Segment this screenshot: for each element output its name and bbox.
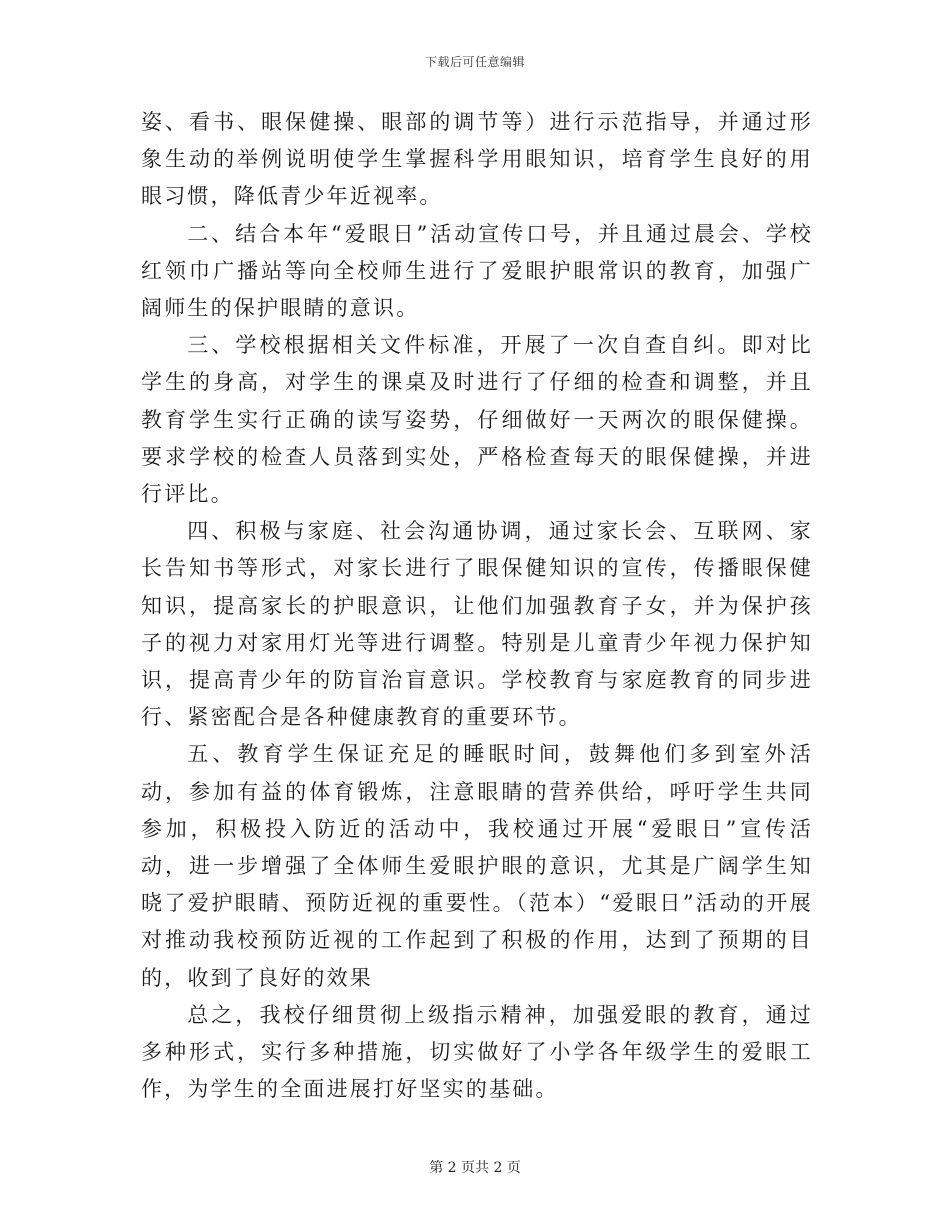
paragraph-continuation: 姿、看书、眼保健操、眼部的调节等）进行示范指导，并通过形象生动的举例说明使学生掌握科学用眼知识，培育学生良好的用眼习惯，降低青少年近视率。: [141, 110, 813, 209]
page-footer: 第 2 页共 2 页: [429, 1160, 521, 1176]
paragraph-item-5: 五、教育学生保证充足的睡眠时间，鼓舞他们多到室外活动，参加有益的体育锻炼，注意眼睛的营养供给，呼吁学生共同参加，积极投入防近的活动中，我校通过开展“爱眼日”宣传活动，进一步增强了全体师生爱眼护眼的意识，尤其是广阔学生知晓了爱护眼睛、预防近视的重要性。（范本）“爱眼日”活动的开展对推动我校预防近视的工作起到了积极的作用，达到了预期的目的，收到了良好的效果: [141, 742, 813, 990]
page-header: 下载后可任意编辑: [424, 55, 525, 69]
paragraph-item-2: 二、结合本年“爱眼日”活动宣传口号，并且通过晨会、学校红领巾广播站等向全校师生进行了爱眼护眼常识的教育，加强广阔师生的保护眼睛的意识。: [141, 221, 813, 321]
document-body: [141, 104, 813, 1108]
paragraph-item-3: 三、学校根据相关文件标准，开展了一次自查自纠。即对比学生的身高，对学生的课桌及时进行了仔细的检查和调整，并且教育学生实行正确的读写姿势，仔细做好一天两次的眼保健操。要求学校的检查人员落到实处，严格检查每天的眼保健操，并进行评比。: [141, 333, 813, 507]
paragraph-summary: 总之，我校仔细贯彻上级指示精神，加强爱眼的教育，通过多种形式，实行多种措施，切实做好了小学各年级学生的爱眼工作，为学生的全面进展打好坚实的基础。: [141, 1002, 813, 1102]
paragraph-item-4: 四、积极与家庭、社会沟通协调，通过家长会、互联网、家长告知书等形式，对家长进行了眼保健知识的宣传，传播眼保健知识，提高家长的护眼意识，让他们加强教育子女，并为保护孩子的视力对家用灯光等进行调整。特别是儿童青少年视力保护知识，提高青少年的防盲治盲意识。学校教育与家庭教育的同步进行、紧密配合是各种健康教育的重要环节。: [141, 519, 813, 730]
